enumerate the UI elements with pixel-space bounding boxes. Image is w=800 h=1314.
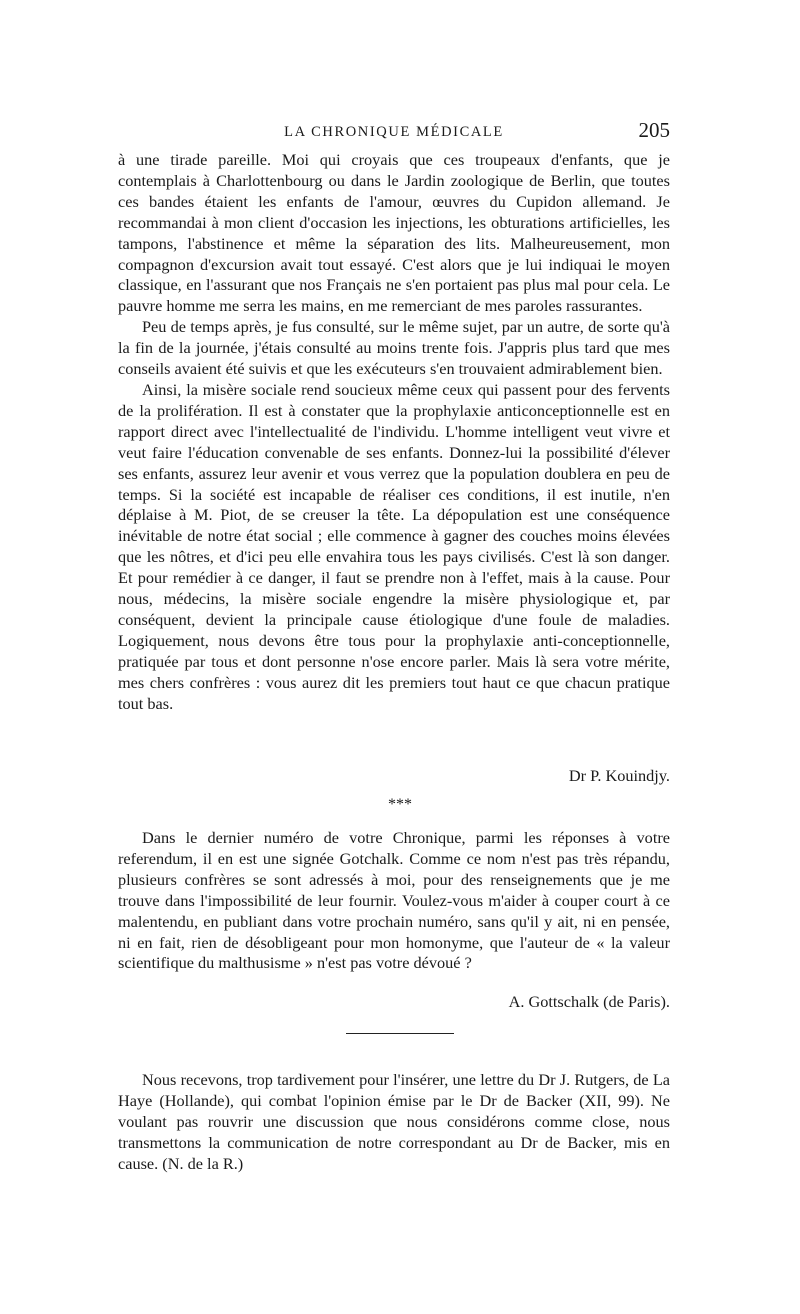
running-head: LA CHRONIQUE MÉDICALE xyxy=(284,124,504,140)
page-header xyxy=(118,118,670,144)
signature-kouindjy: Dr P. Kouindjy. xyxy=(568,766,670,785)
paragraph: Nous recevons, trop tardivement pour l'insérer, une lettre du Dr J. Rutgers, de La Haye (Hollande), qui combat l'opinion émise par le Dr de Backer (XII, 99). Ne voulant pas rouvrir une discussion que nous considérons comme close, nous transmettons la communication de notre correspondant au Dr de Backer, mis en cause. (N. de la R.) xyxy=(118,1070,670,1173)
section-divider xyxy=(346,1033,454,1034)
paragraph: à une tirade pareille. Moi qui croyais que ces troupeaux d'enfants, que je contemplais à Charlottenbourg ou dans le Jardin zoologique de Berlin, que toutes ces bandes étaient les enfants de l'amour, œuvres du Cupidon allemand. Je recommandai à mon client d'occasion les injections, les obturations artificielles, les tampons, l'abstinence et même la séparation des lits. Malheureusement, mon compagnon d'excursion avait tout essayé. C'est alors que je lui indiquai le moyen classique, en l'assurant que nos Français ne s'en portaient pas plus mal pour cela. Le pauvre homme me serra les mains, en me remerciant de mes paroles rassurantes. xyxy=(118,150,670,316)
gottschalk-letter xyxy=(118,828,670,974)
page-number: 205 xyxy=(638,118,670,142)
letter-body xyxy=(118,150,670,714)
paragraph: Ainsi, la misère sociale rend soucieux même ceux qui passent pour des fervents de la prolifération. Il est à constater que la prophylaxie anticonceptionnelle est en rapport direct avec l'intellectualité de l'individu. L'homme intelligent veut vivre et veut faire l'éducation convenable de ses enfants. Donnez-lui la possibilité d'élever ses enfants, assurez leur avenir et vous verrez que la population doublera en peu de temps. Si la société est incapable de réaliser ces conditions, il est inutile, n'en déplaise à M. Piot, de se creuser la tête. La dépopulation est une conséquence inévitable de notre état social ; elle commence à gagner des couches moins élevées que les nôtres, et d'ici peu elle envahira tous les pays civilisés. C'est là son danger. Et pour remédier à ce danger, il faut se prendre non à l'effet, mais à la cause. Pour nous, médecins, la misère sociale engendre la misère physiologique et, par conséquent, devient la principale cause étiologique d'une foule de maladies. Logiquement, nous devons être tous pour la prophylaxie anti-conceptionnelle, pratiquée par tous et dont personne n'ose encore parler. Mais là sera votre mérite, mes chers confrères : vous aurez dit les premiers tout haut ce que chacun pratique tout bas. xyxy=(118,379,670,713)
signature-gottschalk: A. Gottschalk (de Paris). xyxy=(508,992,670,1011)
paragraph: Peu de temps après, je fus consulté, sur le même sujet, par un autre, de sorte qu'à la fin de la journée, j'étais consulté au moins trente fois. J'appris plus tard que mes conseils avaient été suivis et que les exécuteurs s'en trouvaient admirablement bien. xyxy=(118,317,670,379)
asterism-separator: *** xyxy=(388,796,412,813)
editorial-note xyxy=(118,1070,670,1175)
paragraph: Dans le dernier numéro de votre Chronique, parmi les réponses à votre referendum, il en est une signée Gotchalk. Comme ce nom n'est pas très répandu, plusieurs confrères se sont adressés à moi, pour des renseignements que je me trouve dans l'impossibilité de leur fournir. Voulez-vous m'aider à couper court à ce malentendu, en publiant dans votre prochain numéro, sans qu'il y ait, ni en pensée, ni en fait, rien de désobligeant pour mon homonyme, que l'auteur de « la valeur scientifique du malthusisme » n'est pas votre dévoué ? xyxy=(118,828,670,973)
